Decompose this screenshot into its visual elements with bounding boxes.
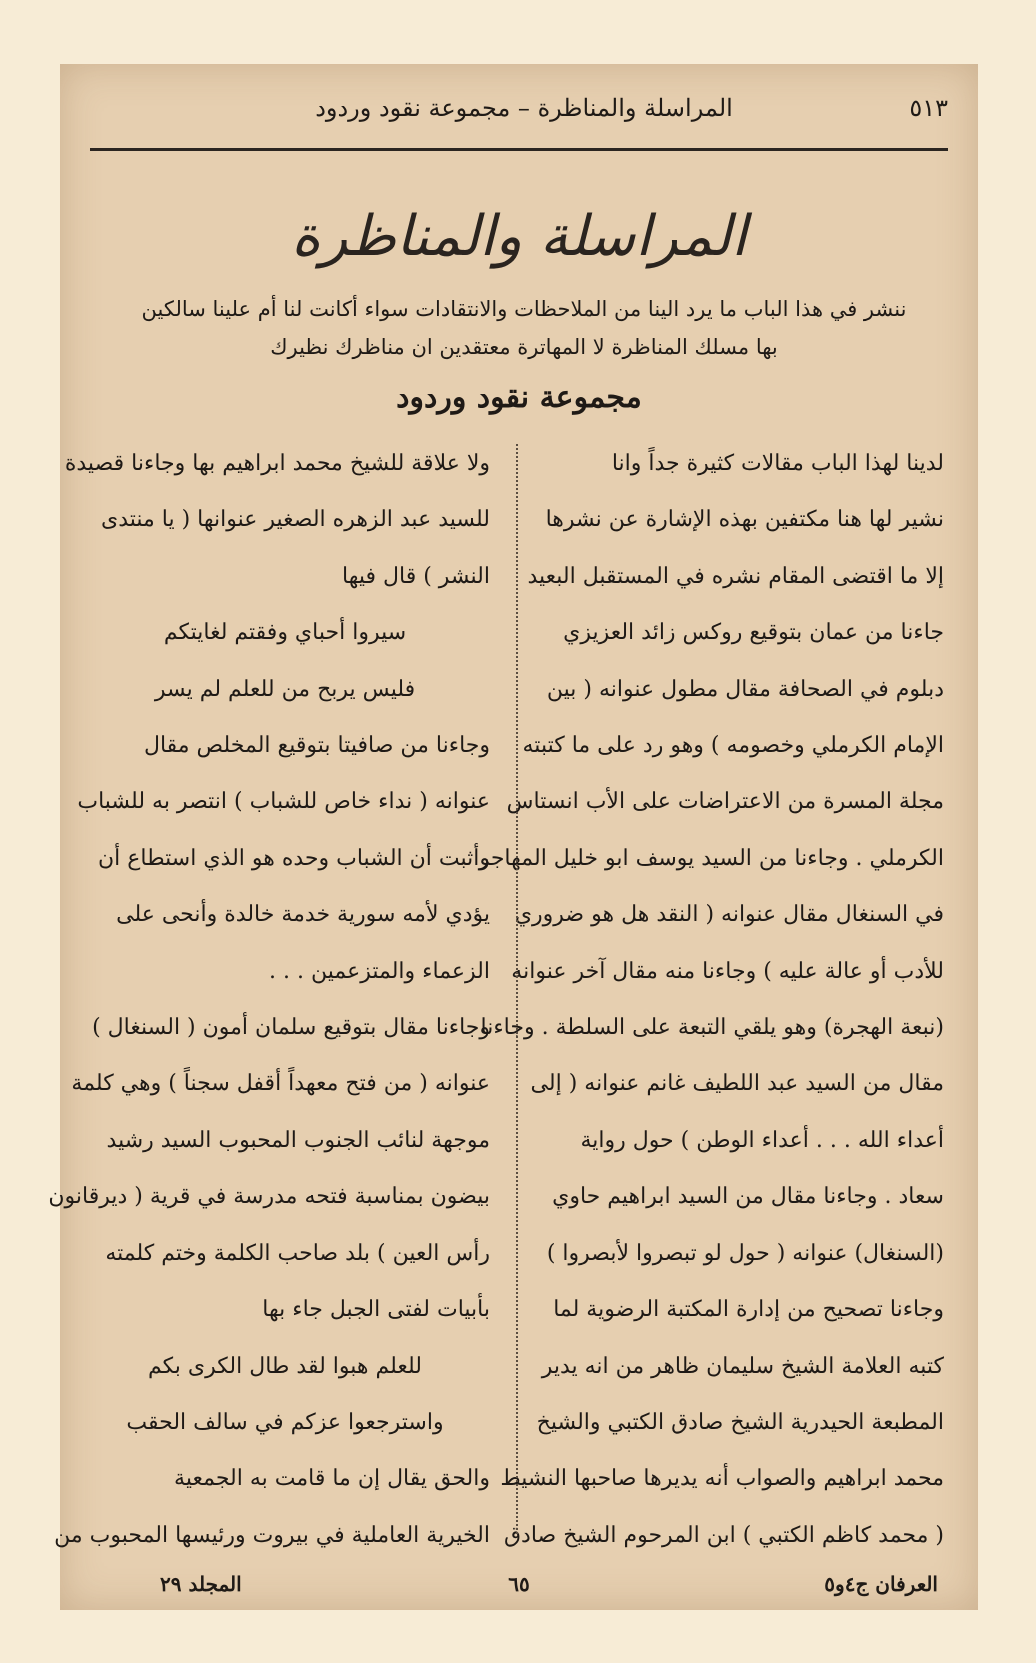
article-subheading: مجموعة نقود وردود — [396, 380, 642, 415]
journal-page — [48, 64, 978, 1610]
text-line: عنوانه ( من فتح معهداً أقفل سجناً ) وهي كلمة — [71, 1071, 490, 1097]
text-line: وجاءنا مقال بتوقيع سلمان أمون ( السنغال ) — [92, 1015, 490, 1041]
text-line: دبلوم في الصحافة مقال مطول عنوانه ( بين — [546, 676, 944, 702]
page-footer — [100, 1572, 938, 1602]
text-line: وأثبت أن الشباب وحده هو الذي استطاع أن — [98, 845, 490, 871]
text-line: بأبيات لفتى الجبل جاء بها — [262, 1297, 490, 1323]
text-line: الإمام الكرملي وخصومه ) وهو رد على ما كتبته — [522, 733, 944, 759]
text-line: الكرملي . وجاءنا من السيد يوسف ابو خليل المهاجر — [478, 845, 944, 871]
text-line: إلا ما اقتضى المقام نشره في المستقبل البعيد — [527, 563, 944, 589]
text-line: مقال من السيد عبد اللطيف غانم عنوانه ( إلى — [530, 1071, 944, 1097]
text-line: أعداء الله . . . أعداء الوطن ) حول رواية — [580, 1127, 944, 1153]
text-line: رأس العين ) بلد صاحب الكلمة وختم كلمته — [105, 1240, 490, 1266]
verse-line: سيروا أحباي وفقتم لغايتكم — [163, 620, 407, 646]
text-line: النشر ) قال فيها — [342, 563, 490, 589]
footer-volume: المجلد ٢٩ — [160, 1572, 242, 1596]
header-rule — [90, 148, 948, 151]
running-header — [100, 94, 948, 134]
text-line: سعاد . وجاءنا مقال من السيد ابراهيم حاوي — [552, 1184, 944, 1210]
text-line: نشير لها هنا مكتفين بهذه الإشارة عن نشرها — [545, 507, 944, 533]
text-line: ولا علاقة للشيخ محمد ابراهيم بها وجاءنا قصيدة — [64, 451, 490, 476]
section-calligraphy-heading: المراسلة والمناظرة — [291, 204, 747, 269]
footer-page-number: ٦٥ — [508, 1572, 530, 1596]
intro-paragraph — [130, 290, 918, 366]
text-line: الزعماء والمتزعمين . . . — [269, 958, 490, 984]
text-line: الخيرية العاملية في بيروت ورئيسها المحبوب من — [54, 1522, 490, 1548]
text-line: للسيد عبد الزهره الصغير عنوانها ( يا منتدى — [100, 507, 490, 533]
verse-line: واسترجعوا عزكم في سالف الحقب — [126, 1409, 444, 1435]
text-line: (السنغال) عنوانه ( حول لو تبصروا لأبصروا ) — [546, 1240, 944, 1266]
intro-line: بها مسلك المناظرة لا المهاترة معتقدين ان مناظرك نظيرك — [270, 335, 778, 359]
text-line: ( محمد كاظم الكتبي ) ابن المرحوم الشيخ صادق — [503, 1522, 944, 1548]
text-line: لدينا لهذا الباب مقالات كثيرة جداً وانا — [611, 451, 944, 476]
right-column — [478, 436, 944, 1564]
text-line: محمد ابراهيم والصواب أنه يديرها صاحبها النشيط — [500, 1466, 944, 1492]
text-line: وجاءنا تصحيح من إدارة المكتبة الرضوية لما — [553, 1297, 944, 1323]
column-divider — [516, 444, 518, 1534]
text-line: كتبه العلامة الشيخ سليمان ظاهر من انه يدير — [541, 1353, 944, 1379]
running-title: المراسلة والمناظرة – مجموعة نقود وردود — [315, 94, 733, 122]
text-line: وجاءنا من صافيتا بتوقيع المخلص مقال — [143, 733, 490, 759]
intro-line: ننشر في هذا الباب ما يرد الينا من الملاحظات والانتقادات سواء أكانت لنا أم علينا سالكين — [141, 297, 907, 321]
text-line: للأدب أو عالة عليه ) وجاءنا منه مقال آخر عنوانه — [511, 958, 944, 984]
text-line: المطبعة الحيدرية الشيخ صادق الكتبي والشيخ — [536, 1409, 944, 1435]
verse-line: للعلم هبوا لقد طال الكرى بكم — [147, 1353, 423, 1379]
text-line: يؤدي لأمه سورية خدمة خالدة وأنحى على — [116, 902, 490, 928]
footer-journal: العرفان ج٤و٥ — [824, 1572, 938, 1596]
left-column — [48, 436, 490, 1564]
text-line: في السنغال مقال عنوانه ( النقد هل هو ضروري — [514, 902, 944, 928]
text-line: موجهة لنائب الجنوب المحبوب السيد رشيد — [106, 1127, 490, 1153]
verse-line: فليس يربح من للعلم لم يسر — [154, 676, 416, 702]
text-line: عنوانه ( نداء خاص للشباب ) انتصر به للشباب — [77, 789, 490, 815]
text-line: والحق يقال إن ما قامت به الجمعية — [174, 1466, 490, 1492]
text-line: جاءنا من عمان بتوقيع روكس زائد العزيزي — [563, 620, 944, 646]
page-number: ٥١٣ — [909, 94, 948, 122]
text-line: (نبعة الهجرة) وهو يلقي التبعة على السلطة . وجاءنا — [480, 1015, 944, 1041]
text-line: بيضون بمناسبة فتحه مدرسة في قرية ( ديرقانون — [48, 1184, 490, 1210]
text-line: مجلة المسرة من الاعتراضات على الأب انستاس — [506, 789, 944, 815]
